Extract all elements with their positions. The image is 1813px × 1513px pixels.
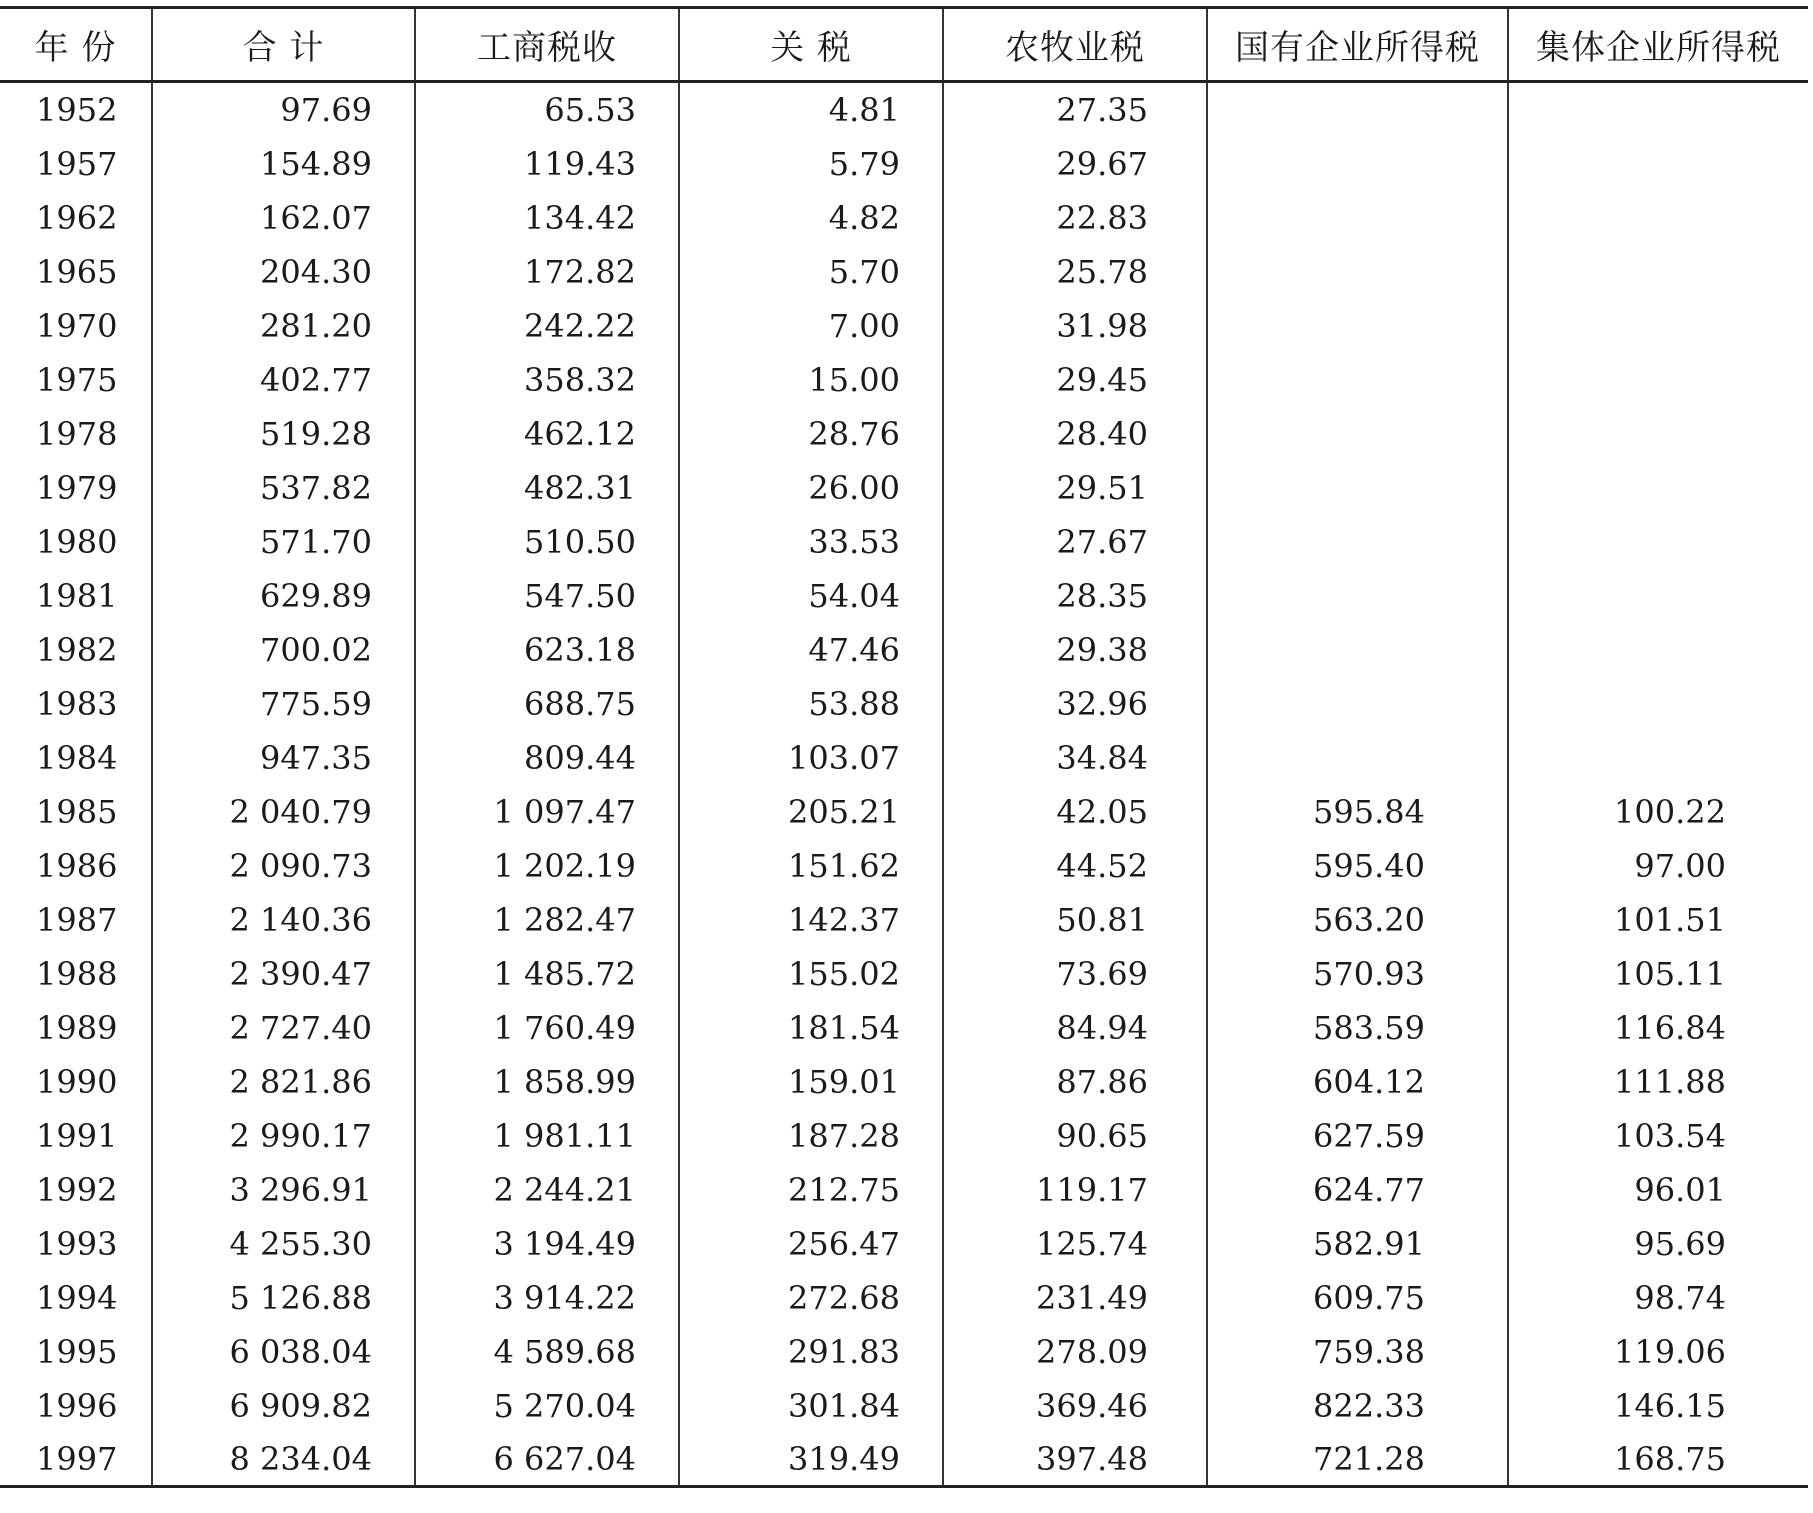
agriculture-tax-cell: 25.78 [943, 245, 1207, 299]
total-cell: 2 040.79 [152, 785, 415, 839]
industrial-commercial-tax-cell: 1 485.72 [415, 947, 679, 1001]
industrial-commercial-tax-cell: 172.82 [415, 245, 679, 299]
year-cell: 1997 [36, 1440, 118, 1478]
year-cell: 1988 [36, 955, 118, 993]
total-cell: 537.82 [152, 461, 415, 515]
collective-enterprise-income-tax-cell: 97.00 [1508, 839, 1808, 893]
collective-enterprise-income-tax-cell: 101.51 [1508, 893, 1808, 947]
state-enterprise-income-tax-cell [1207, 731, 1508, 785]
table-row [0, 1325, 1808, 1379]
year-cell: 1987 [36, 901, 118, 939]
collective-enterprise-income-tax-cell [1508, 82, 1808, 138]
state-enterprise-income-tax-cell: 627.59 [1207, 1109, 1508, 1163]
collective-enterprise-income-tax-cell [1508, 191, 1808, 245]
table-row [0, 191, 1808, 245]
agriculture-tax-cell: 27.35 [943, 82, 1207, 138]
total-cell: 97.69 [152, 82, 415, 138]
total-cell: 947.35 [152, 731, 415, 785]
customs-duty-cell: 159.01 [679, 1055, 943, 1109]
header-industrial-commercial-tax: 工商税收 [415, 8, 679, 82]
state-enterprise-income-tax-cell: 583.59 [1207, 1001, 1508, 1055]
state-enterprise-income-tax-cell: 624.77 [1207, 1163, 1508, 1217]
agriculture-tax-cell: 90.65 [943, 1109, 1207, 1163]
total-cell: 4 255.30 [152, 1217, 415, 1271]
state-enterprise-income-tax-cell: 822.33 [1207, 1379, 1508, 1433]
total-cell: 775.59 [152, 677, 415, 731]
agriculture-tax-cell: 27.67 [943, 515, 1207, 569]
customs-duty-cell: 301.84 [679, 1379, 943, 1433]
year-cell: 1979 [36, 469, 118, 507]
table-row [0, 1055, 1808, 1109]
table-row [0, 1433, 1808, 1487]
table-row [0, 407, 1808, 461]
collective-enterprise-income-tax-cell [1508, 623, 1808, 677]
collective-enterprise-income-tax-cell: 119.06 [1508, 1325, 1808, 1379]
customs-duty-cell: 272.68 [679, 1271, 943, 1325]
table-row [0, 515, 1808, 569]
collective-enterprise-income-tax-cell [1508, 731, 1808, 785]
table-body [0, 82, 1808, 1487]
total-cell: 6 038.04 [152, 1325, 415, 1379]
year-cell: 1980 [36, 523, 118, 561]
industrial-commercial-tax-cell: 462.12 [415, 407, 679, 461]
state-enterprise-income-tax-cell: 563.20 [1207, 893, 1508, 947]
agriculture-tax-cell: 32.96 [943, 677, 1207, 731]
table-row [0, 623, 1808, 677]
industrial-commercial-tax-cell: 1 981.11 [415, 1109, 679, 1163]
year-cell: 1984 [36, 739, 118, 777]
customs-duty-cell: 54.04 [679, 569, 943, 623]
table-row [0, 461, 1808, 515]
table-row [0, 785, 1808, 839]
customs-duty-cell: 212.75 [679, 1163, 943, 1217]
year-cell: 1981 [36, 577, 118, 615]
industrial-commercial-tax-cell: 3 194.49 [415, 1217, 679, 1271]
table-row [0, 893, 1808, 947]
year-cell: 1995 [36, 1333, 118, 1371]
collective-enterprise-income-tax-cell: 146.15 [1508, 1379, 1808, 1433]
year-cell: 1970 [36, 307, 118, 345]
total-cell: 629.89 [152, 569, 415, 623]
customs-duty-cell: 4.82 [679, 191, 943, 245]
state-enterprise-income-tax-cell: 604.12 [1207, 1055, 1508, 1109]
agriculture-tax-cell: 278.09 [943, 1325, 1207, 1379]
customs-duty-cell: 181.54 [679, 1001, 943, 1055]
year-cell: 1957 [36, 145, 118, 183]
industrial-commercial-tax-cell: 1 858.99 [415, 1055, 679, 1109]
collective-enterprise-income-tax-cell: 95.69 [1508, 1217, 1808, 1271]
total-cell: 2 990.17 [152, 1109, 415, 1163]
collective-enterprise-income-tax-cell: 98.74 [1508, 1271, 1808, 1325]
collective-enterprise-income-tax-cell [1508, 515, 1808, 569]
table-row [0, 1217, 1808, 1271]
header-agriculture-tax: 农牧业税 [943, 8, 1207, 82]
state-enterprise-income-tax-cell: 570.93 [1207, 947, 1508, 1001]
agriculture-tax-cell: 22.83 [943, 191, 1207, 245]
year-cell: 1982 [36, 631, 118, 669]
tax-revenue-table [0, 6, 1808, 1488]
industrial-commercial-tax-cell: 482.31 [415, 461, 679, 515]
year-cell: 1975 [36, 361, 118, 399]
customs-duty-cell: 4.81 [679, 82, 943, 138]
year-cell: 1993 [36, 1225, 118, 1263]
collective-enterprise-income-tax-cell [1508, 137, 1808, 191]
agriculture-tax-cell: 29.38 [943, 623, 1207, 677]
customs-duty-cell: 5.70 [679, 245, 943, 299]
table-row [0, 839, 1808, 893]
total-cell: 700.02 [152, 623, 415, 677]
year-cell: 1986 [36, 847, 118, 885]
customs-duty-cell: 103.07 [679, 731, 943, 785]
customs-duty-cell: 291.83 [679, 1325, 943, 1379]
state-enterprise-income-tax-cell [1207, 245, 1508, 299]
industrial-commercial-tax-cell: 1 282.47 [415, 893, 679, 947]
total-cell: 571.70 [152, 515, 415, 569]
table-row [0, 299, 1808, 353]
agriculture-tax-cell: 397.48 [943, 1433, 1207, 1487]
state-enterprise-income-tax-cell: 582.91 [1207, 1217, 1508, 1271]
collective-enterprise-income-tax-cell [1508, 299, 1808, 353]
customs-duty-cell: 205.21 [679, 785, 943, 839]
table-row [0, 569, 1808, 623]
industrial-commercial-tax-cell: 547.50 [415, 569, 679, 623]
table-row [0, 1001, 1808, 1055]
state-enterprise-income-tax-cell [1207, 407, 1508, 461]
year-cell: 1992 [36, 1171, 118, 1209]
year-cell: 1952 [36, 91, 118, 129]
agriculture-tax-cell: 87.86 [943, 1055, 1207, 1109]
total-cell: 3 296.91 [152, 1163, 415, 1217]
agriculture-tax-cell: 28.40 [943, 407, 1207, 461]
year-cell: 1996 [36, 1387, 118, 1425]
total-cell: 154.89 [152, 137, 415, 191]
state-enterprise-income-tax-cell [1207, 515, 1508, 569]
table-row [0, 1109, 1808, 1163]
total-cell: 6 909.82 [152, 1379, 415, 1433]
collective-enterprise-income-tax-cell: 96.01 [1508, 1163, 1808, 1217]
collective-enterprise-income-tax-cell [1508, 407, 1808, 461]
customs-duty-cell: 53.88 [679, 677, 943, 731]
customs-duty-cell: 7.00 [679, 299, 943, 353]
state-enterprise-income-tax-cell [1207, 191, 1508, 245]
year-cell: 1985 [36, 793, 118, 831]
total-cell: 8 234.04 [152, 1433, 415, 1487]
state-enterprise-income-tax-cell [1207, 677, 1508, 731]
collective-enterprise-income-tax-cell [1508, 245, 1808, 299]
total-cell: 2 090.73 [152, 839, 415, 893]
agriculture-tax-cell: 29.45 [943, 353, 1207, 407]
industrial-commercial-tax-cell: 1 097.47 [415, 785, 679, 839]
table-row [0, 245, 1808, 299]
table-header [0, 8, 1808, 82]
state-enterprise-income-tax-cell [1207, 137, 1508, 191]
collective-enterprise-income-tax-cell: 100.22 [1508, 785, 1808, 839]
year-cell: 1983 [36, 685, 118, 723]
state-enterprise-income-tax-cell [1207, 461, 1508, 515]
state-enterprise-income-tax-cell: 595.84 [1207, 785, 1508, 839]
table-row [0, 137, 1808, 191]
industrial-commercial-tax-cell: 1 202.19 [415, 839, 679, 893]
agriculture-tax-cell: 44.52 [943, 839, 1207, 893]
collective-enterprise-income-tax-cell [1508, 461, 1808, 515]
state-enterprise-income-tax-cell: 609.75 [1207, 1271, 1508, 1325]
header-row [0, 8, 1808, 82]
agriculture-tax-cell: 50.81 [943, 893, 1207, 947]
customs-duty-cell: 142.37 [679, 893, 943, 947]
year-cell: 1965 [36, 253, 118, 291]
industrial-commercial-tax-cell: 119.43 [415, 137, 679, 191]
agriculture-tax-cell: 369.46 [943, 1379, 1207, 1433]
industrial-commercial-tax-cell: 134.42 [415, 191, 679, 245]
agriculture-tax-cell: 29.51 [943, 461, 1207, 515]
table-row [0, 1379, 1808, 1433]
state-enterprise-income-tax-cell [1207, 353, 1508, 407]
total-cell: 2 140.36 [152, 893, 415, 947]
industrial-commercial-tax-cell: 6 627.04 [415, 1433, 679, 1487]
total-cell: 204.30 [152, 245, 415, 299]
customs-duty-cell: 33.53 [679, 515, 943, 569]
total-cell: 2 821.86 [152, 1055, 415, 1109]
collective-enterprise-income-tax-cell [1508, 353, 1808, 407]
agriculture-tax-cell: 31.98 [943, 299, 1207, 353]
year-cell: 1962 [36, 199, 118, 237]
industrial-commercial-tax-cell: 5 270.04 [415, 1379, 679, 1433]
industrial-commercial-tax-cell: 358.32 [415, 353, 679, 407]
customs-duty-cell: 47.46 [679, 623, 943, 677]
collective-enterprise-income-tax-cell: 105.11 [1508, 947, 1808, 1001]
total-cell: 2 390.47 [152, 947, 415, 1001]
collective-enterprise-income-tax-cell: 168.75 [1508, 1433, 1808, 1487]
customs-duty-cell: 151.62 [679, 839, 943, 893]
agriculture-tax-cell: 29.67 [943, 137, 1207, 191]
industrial-commercial-tax-cell: 65.53 [415, 82, 679, 138]
table-row [0, 353, 1808, 407]
year-cell: 1990 [36, 1063, 118, 1101]
total-cell: 5 126.88 [152, 1271, 415, 1325]
collective-enterprise-income-tax-cell: 103.54 [1508, 1109, 1808, 1163]
agriculture-tax-cell: 125.74 [943, 1217, 1207, 1271]
year-cell: 1991 [36, 1117, 118, 1155]
agriculture-tax-cell: 119.17 [943, 1163, 1207, 1217]
year-cell: 1978 [36, 415, 118, 453]
industrial-commercial-tax-cell: 242.22 [415, 299, 679, 353]
header-customs-duty: 关 税 [679, 8, 943, 82]
state-enterprise-income-tax-cell: 595.40 [1207, 839, 1508, 893]
agriculture-tax-cell: 42.05 [943, 785, 1207, 839]
state-enterprise-income-tax-cell: 721.28 [1207, 1433, 1508, 1487]
state-enterprise-income-tax-cell [1207, 82, 1508, 138]
industrial-commercial-tax-cell: 4 589.68 [415, 1325, 679, 1379]
customs-duty-cell: 5.79 [679, 137, 943, 191]
table-row [0, 1271, 1808, 1325]
collective-enterprise-income-tax-cell: 111.88 [1508, 1055, 1808, 1109]
agriculture-tax-cell: 231.49 [943, 1271, 1207, 1325]
table-row [0, 731, 1808, 785]
state-enterprise-income-tax-cell [1207, 299, 1508, 353]
industrial-commercial-tax-cell: 510.50 [415, 515, 679, 569]
header-collective-enterprise-income-tax: 集体企业所得税 [1508, 8, 1808, 82]
collective-enterprise-income-tax-cell [1508, 569, 1808, 623]
industrial-commercial-tax-cell: 688.75 [415, 677, 679, 731]
table-row [0, 1163, 1808, 1217]
collective-enterprise-income-tax-cell: 116.84 [1508, 1001, 1808, 1055]
total-cell: 281.20 [152, 299, 415, 353]
customs-duty-cell: 26.00 [679, 461, 943, 515]
collective-enterprise-income-tax-cell [1508, 677, 1808, 731]
header-total: 合 计 [152, 8, 415, 82]
year-cell: 1989 [36, 1009, 118, 1047]
state-enterprise-income-tax-cell: 759.38 [1207, 1325, 1508, 1379]
state-enterprise-income-tax-cell [1207, 623, 1508, 677]
customs-duty-cell: 155.02 [679, 947, 943, 1001]
customs-duty-cell: 187.28 [679, 1109, 943, 1163]
industrial-commercial-tax-cell: 1 760.49 [415, 1001, 679, 1055]
table-row [0, 82, 1808, 138]
industrial-commercial-tax-cell: 3 914.22 [415, 1271, 679, 1325]
industrial-commercial-tax-cell: 2 244.21 [415, 1163, 679, 1217]
year-cell: 1994 [36, 1279, 118, 1317]
agriculture-tax-cell: 73.69 [943, 947, 1207, 1001]
table-row [0, 947, 1808, 1001]
total-cell: 402.77 [152, 353, 415, 407]
total-cell: 519.28 [152, 407, 415, 461]
customs-duty-cell: 319.49 [679, 1433, 943, 1487]
header-year: 年 份 [34, 28, 117, 68]
customs-duty-cell: 15.00 [679, 353, 943, 407]
header-state-enterprise-income-tax: 国有企业所得税 [1207, 8, 1508, 82]
agriculture-tax-cell: 28.35 [943, 569, 1207, 623]
agriculture-tax-cell: 84.94 [943, 1001, 1207, 1055]
agriculture-tax-cell: 34.84 [943, 731, 1207, 785]
state-enterprise-income-tax-cell [1207, 569, 1508, 623]
industrial-commercial-tax-cell: 623.18 [415, 623, 679, 677]
table-row [0, 677, 1808, 731]
customs-duty-cell: 256.47 [679, 1217, 943, 1271]
total-cell: 2 727.40 [152, 1001, 415, 1055]
customs-duty-cell: 28.76 [679, 407, 943, 461]
industrial-commercial-tax-cell: 809.44 [415, 731, 679, 785]
total-cell: 162.07 [152, 191, 415, 245]
